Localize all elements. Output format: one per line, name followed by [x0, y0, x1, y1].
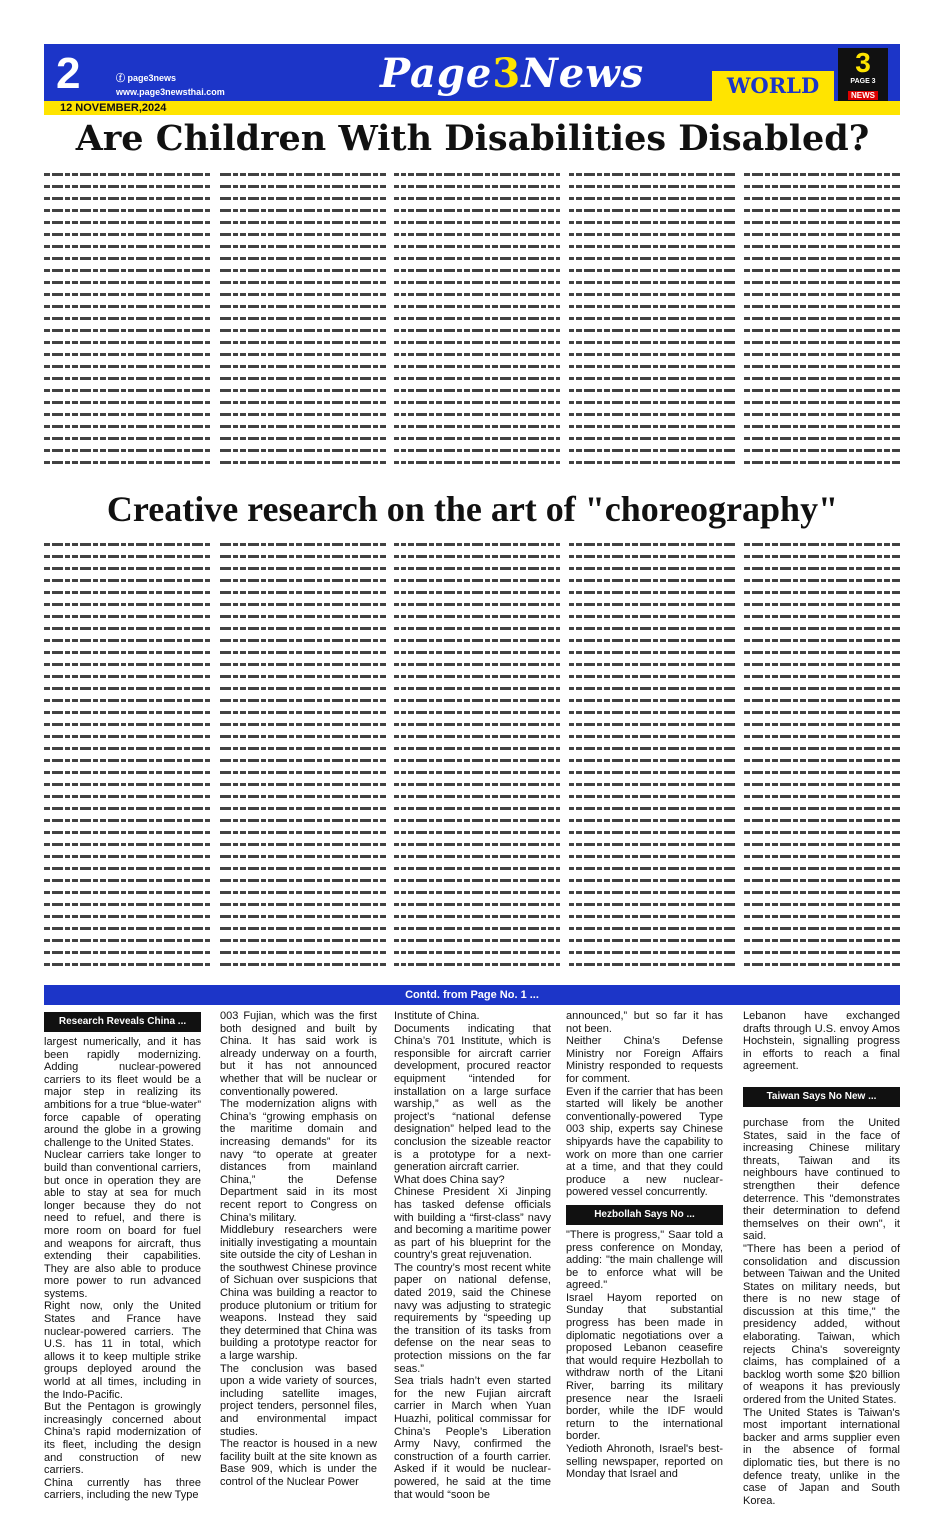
column-gutter: [212, 173, 220, 468]
subhead-taiwan-says-no-new: Taiwan Says No New ...: [743, 1087, 900, 1107]
paragraph: announced,” but so far it has not been.: [566, 1010, 723, 1035]
subhead-research-reveals-china: Research Reveals China ...: [44, 1012, 201, 1032]
facebook-handle[interactable]: ⓕ page3news: [116, 73, 177, 83]
issue-date: 12 NOVEMBER,2024: [60, 102, 167, 114]
paragraph: "There has been a period of consolidation and discussion between Taiwan and the United States on military needs, but there is no new stage of discussion at this time," the presidency added, without elaborating. Taiwan, which rejects China's sovereignty claims, has complained of a backlog worth some $20 billion of weapons it has previously ordered from the United States.: [743, 1242, 900, 1407]
column-3: [394, 1010, 551, 1501]
social-links: [116, 71, 225, 99]
paragraph: 003 Fujian, which was the first both designed and built by China. It has said work is already underway on a fourth, but it has not announced whether that will be nuclear or conventionally powered.: [220, 1010, 377, 1098]
column-gutter: [212, 543, 220, 975]
paragraph: Institute of China.: [394, 1010, 480, 1022]
paragraph: Lebanon have exchanged drafts through U.S. envoy Amos Hochstein, signalling progress in efforts to reach a final agreement.: [743, 1010, 900, 1073]
section-label-box: [712, 71, 834, 101]
paragraph: Documents indicating that China’s 701 Institute, which is responsible for aircraft carrier development, procured reactor equipment “intended for installation on a large surface warship,” as well as the project’s “national defense designation” helped lead to the conclusion the sizeable reactor is a prototype for a next-generation aircraft carrier.: [394, 1022, 551, 1174]
column-gutter: [735, 543, 743, 975]
headline-choreography: Creative research on the art of "choreography": [106, 489, 839, 529]
subhead-hezbollah-says-no: Hezbollah Says No ...: [566, 1205, 723, 1225]
paragraph: largest numerically, and it has been rapidly modernizing. Adding nuclear-powered carriers to its fleet would be a major step in realizing its ambitions for a true “blue-water” force capable of operating around the globe in a growing challenge to the United States.: [44, 1036, 201, 1149]
paragraph: Israel Hayom reported on Sunday that substantial progress has been made in diplomatic negotiations over a proposed Lebanon ceasefire that would require Hezbollah to withdraw north of the Litani River, barring its military presence near the Israeli border, while the IDF would return to the international border.: [566, 1291, 723, 1443]
redacted-article-1: [44, 173, 900, 468]
continued-banner: Contd. from Page No. 1 ...: [44, 985, 900, 1005]
paragraph: The reactor is housed in a new facility built at the site known as Base 909, which is under the control of the Nuclear Power: [220, 1438, 377, 1488]
paragraph: The country’s most recent white paper on national defense, dated 2019, said the Chinese navy was adjusting to strategic requirements by “speeding up the transition of its tasks from defense on the near seas to protection missions on the far seas.”: [394, 1261, 551, 1375]
column-gutter: [386, 543, 394, 975]
website-link[interactable]: www.page3newsthai.com: [116, 87, 225, 97]
page3-badge-logo: 3 PAGE 3 NEWS: [838, 48, 888, 110]
facebook-icon: ⓕ: [116, 73, 128, 83]
paragraph: Nuclear carriers take longer to build than conventional carriers, but once in operation they are able to stay at sea for much longer because they do not need to refuel, and there is more room on board for fuel and weapons for aircraft, thus extending their capabilities. They are also able to produce more power to run advanced systems.: [44, 1149, 201, 1300]
column-5: [743, 1010, 900, 1507]
paragraph: The modernization aligns with China’s “growing emphasis on the maritime domain and increasing demands” for its navy “to operate at greater distances from mainland China,” the Defense Department said in its most recent report to Congress on China’s military.: [220, 1098, 377, 1224]
paragraph: Even if the carrier that has been started will likely be another conventionally-powered Type 003 ship, experts say Chinese shipyards have the capability to work on more than one carrier at a time, and that they could produce a new nuclear-powered vessel concurrently.: [566, 1085, 723, 1199]
page3news-logo: Page3News: [380, 50, 645, 97]
date-strip: [44, 101, 900, 115]
paragraph: Sea trials hadn’t even started for the new Fujian aircraft carrier in March when Yuan Huazhi, political commissar for China’s People’s Liberation Army Navy, confirmed the construction of a fourth carrier. Asked if it would be nuclear-powered, he said at the time that would “soon be: [394, 1375, 551, 1501]
column-2: [220, 1010, 377, 1489]
paragraph: Neither China’s Defense Ministry nor Foreign Affairs Ministry responded to requests for comment.: [566, 1035, 723, 1085]
paragraph: China currently has three carriers, including the new Type: [44, 1476, 201, 1502]
page-number: 2: [56, 49, 81, 98]
section-label: WORLD: [726, 73, 820, 98]
column-gutter: [560, 543, 568, 975]
paragraph: "There is progress," Saar told a press conference on Monday, adding: "the main challenge will be to enforce what will be agreed.": [566, 1228, 723, 1292]
masthead: [44, 44, 900, 114]
paragraph: The United States is Taiwan's most important international backer and arms supplier even in the absence of formal diplomatic ties, but there is no defence treaty, unlike in the case of Japan and South Korea.: [743, 1406, 900, 1507]
paragraph: But the Pentagon is growingly increasingly concerned about China’s rapid modernization of its fleet, including the design and construction of new carriers.: [44, 1401, 201, 1477]
column-4: [566, 1010, 723, 1481]
headline-disabilities: Are Children With Disabilities Disabled?: [75, 118, 870, 159]
paragraph-question: What does China say?: [394, 1173, 505, 1186]
paragraph: Yedioth Ahronoth, Israel's best-selling newspaper, reported on Monday that Israel and: [566, 1443, 723, 1481]
column-gutter: [735, 173, 743, 468]
paragraph: Chinese President Xi Jinping has tasked defense officials with building a “first-class” navy and becoming a maritime power as part of his blueprint for the country’s great rejuvenation.: [394, 1186, 551, 1262]
column-gutter: [560, 173, 568, 468]
paragraph: Right now, only the United States and France have nuclear-powered carriers. The U.S. has 11 in total, which allows it to keep multiple strike groups deployed around the world at all times, including in the Indo-Pacific.: [44, 1300, 201, 1401]
paragraph: Middlebury researchers were initially investigating a mountain site outside the city of Leshan in the southwest Chinese province of Sichuan over suspicions that China was building a reactor to produce plutonium or tritium for weapons. Instead they said they determined that China was building a prototype reactor for a large warship.: [220, 1224, 377, 1363]
column-1: [44, 1010, 201, 1502]
paragraph: purchase from the United States, said in the face of increasing Chinese military threats, Taiwan and its neighbours have continued to strengthen their defence deterrence. This "demonstrates their determination to defend themselves on their own", it said.: [743, 1116, 900, 1243]
column-gutter: [386, 173, 394, 468]
redacted-article-2: [44, 543, 900, 975]
paragraph: The conclusion was based upon a wide variety of sources, including satellite images, project tenders, personnel files, and environmental impact studies.: [220, 1362, 377, 1438]
